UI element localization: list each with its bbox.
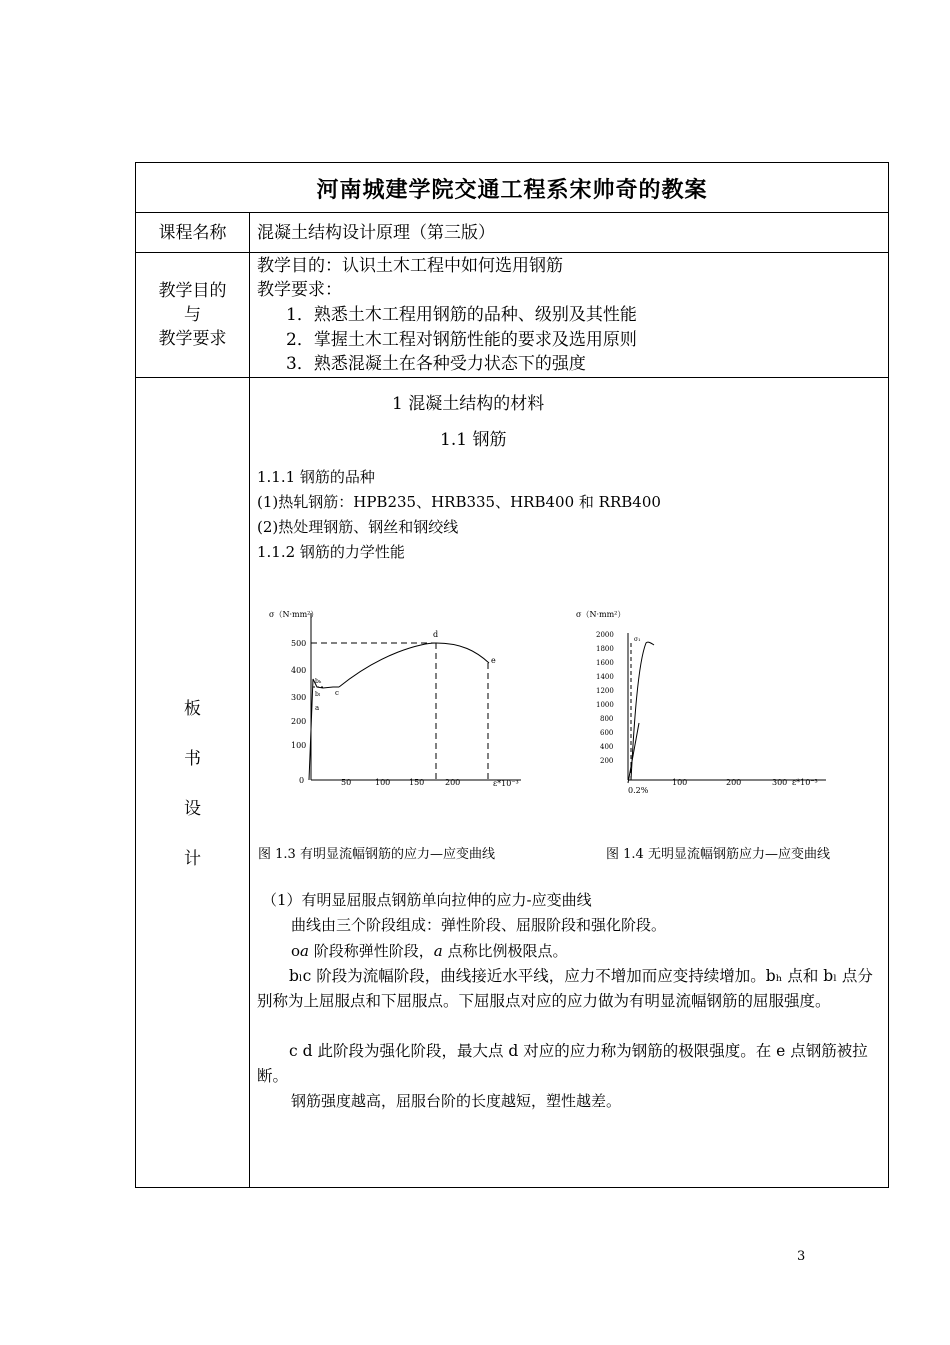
paragraph-part: a bbox=[433, 942, 443, 960]
board-line: (1)热轧钢筋：HPB235、HRB335、HRB400 和 RRB400 bbox=[257, 493, 661, 511]
x-tick-label: 100 bbox=[672, 778, 688, 787]
y-tick-label: 800 bbox=[600, 715, 614, 723]
column-divider bbox=[249, 213, 250, 1187]
stress-strain-curve bbox=[631, 642, 654, 780]
y-tick-label: 1600 bbox=[596, 659, 614, 667]
objectives-label-3: 教学要求 bbox=[158, 329, 227, 349]
title-row bbox=[136, 163, 888, 213]
y-tick-label: 400 bbox=[600, 743, 614, 751]
x-tick-label: 50 bbox=[341, 778, 352, 787]
stress-strain-chart-hard bbox=[576, 603, 836, 803]
y-axis-label: σ（N·mm²） bbox=[576, 610, 626, 619]
hardening-curve bbox=[339, 643, 489, 687]
paragraph: c d 此阶段为强化阶段，最大点 d 对应的应力称为钢筋的极限强度。在 e 点钢筋被拉断。 bbox=[257, 1042, 868, 1085]
point-label-d: d bbox=[433, 630, 439, 639]
y-tick-label: 300 bbox=[291, 693, 307, 702]
figure-caption: 图 1.4 无明显流幅钢筋应力—应变曲线 bbox=[606, 847, 830, 862]
requirement-item: 2．掌握土木工程对钢筋性能的要求及选用原则 bbox=[286, 330, 637, 350]
paragraph: 钢筋强度越高，屈服台阶的长度越短，塑性越差。 bbox=[291, 1092, 622, 1110]
y-tick-label: 0 bbox=[299, 776, 305, 785]
paragraph-part: o bbox=[291, 942, 301, 960]
requirement-item: 3．熟悉混凝土在各种受力状态下的强度 bbox=[286, 354, 586, 374]
page-number: 3 bbox=[797, 1249, 806, 1264]
objectives-label-1: 教学目的 bbox=[158, 281, 227, 301]
y-tick-label: 1200 bbox=[596, 687, 614, 695]
y-tick-label: 200 bbox=[291, 717, 307, 726]
paragraph-part: 点称比例极限点。 bbox=[442, 942, 568, 960]
x-axis-label: ε*10⁻³ bbox=[493, 779, 519, 788]
x-tick-label: 100 bbox=[375, 778, 391, 787]
point-label-bh: bₕ bbox=[315, 678, 322, 685]
x-tick-label: 200 bbox=[445, 778, 461, 787]
point-label-a: a bbox=[315, 704, 320, 712]
subsection-heading: （1）有明显屈服点钢筋单向拉伸的应力-应变曲线 bbox=[262, 891, 592, 909]
requirements-heading: 教学要求： bbox=[257, 280, 342, 300]
paragraph-part: 阶段称弹性阶段， bbox=[308, 942, 434, 960]
board-label-3: 设 bbox=[184, 799, 201, 819]
y-axis-label: σ（N·mm²） bbox=[269, 610, 319, 619]
board-label-2: 书 bbox=[184, 749, 201, 769]
course-value: 混凝土结构设计原理（第三版） bbox=[257, 223, 495, 243]
board-label-1: 板 bbox=[184, 699, 201, 719]
y-tick-label: 2000 bbox=[596, 631, 614, 639]
x-tick-label: 200 bbox=[726, 778, 742, 787]
board-line: 1.1.2 钢筋的力学性能 bbox=[257, 543, 405, 561]
requirement-item: 1．熟悉土木工程用钢筋的品种、级别及其性能 bbox=[286, 305, 637, 325]
x-axis-label: ε*10⁻³ bbox=[792, 778, 818, 787]
y-tick-label: 200 bbox=[600, 757, 614, 765]
y-tick-label: 400 bbox=[291, 666, 307, 675]
y-tick-label: 500 bbox=[291, 639, 307, 648]
chapter-heading: 1 混凝土结构的材料 bbox=[392, 394, 545, 414]
paragraph: 曲线由三个阶段组成：弹性阶段、屈服阶段和强化阶段。 bbox=[291, 916, 667, 934]
x-tick-label: 150 bbox=[409, 778, 425, 787]
y-tick-label: 600 bbox=[600, 729, 614, 737]
objectives-label-2: 与 bbox=[184, 305, 201, 325]
board-label-4: 计 bbox=[184, 849, 201, 869]
offset-label: 0.2% bbox=[628, 786, 649, 795]
x-tick-label: 300 bbox=[772, 778, 788, 787]
point-label-e: e bbox=[491, 656, 496, 665]
course-label: 课程名称 bbox=[158, 223, 227, 243]
stress-strain-chart-mild bbox=[261, 603, 531, 803]
board-line: 1.1.1 钢筋的品种 bbox=[257, 468, 375, 486]
sigma-label: σ₁ bbox=[634, 636, 641, 643]
paragraph bbox=[291, 939, 568, 964]
paragraph: bₗc 阶段为流幅阶段，曲线接近水平线，应力不增加而应变持续增加。bₕ 点和 bₗ 点分别称为上屈服点和下屈服点。下屈服点对应的应力做为有明显流幅钢筋的屈服强度。 bbox=[257, 967, 873, 1010]
y-tick-label: 1400 bbox=[596, 673, 614, 681]
y-tick-label: 1000 bbox=[596, 701, 614, 709]
figure-caption: 图 1.3 有明显流幅钢筋的应力—应变曲线 bbox=[258, 847, 495, 862]
y-tick-label: 1800 bbox=[596, 645, 614, 653]
point-label-c: c bbox=[335, 689, 339, 697]
lesson-plan-table bbox=[135, 162, 889, 1188]
board-line: (2)热处理钢筋、钢丝和钢绞线 bbox=[257, 518, 459, 536]
paragraph-part: a bbox=[300, 942, 309, 960]
y-tick-label: 100 bbox=[291, 741, 307, 750]
document-title: 河南城建学院交通工程系宋帅奇的教案 bbox=[316, 176, 708, 203]
objectives-purpose: 教学目的：认识土木工程中如何选用钢筋 bbox=[257, 256, 563, 276]
point-label-bl: bₗ bbox=[315, 691, 321, 698]
section-heading: 1.1 钢筋 bbox=[440, 430, 507, 450]
